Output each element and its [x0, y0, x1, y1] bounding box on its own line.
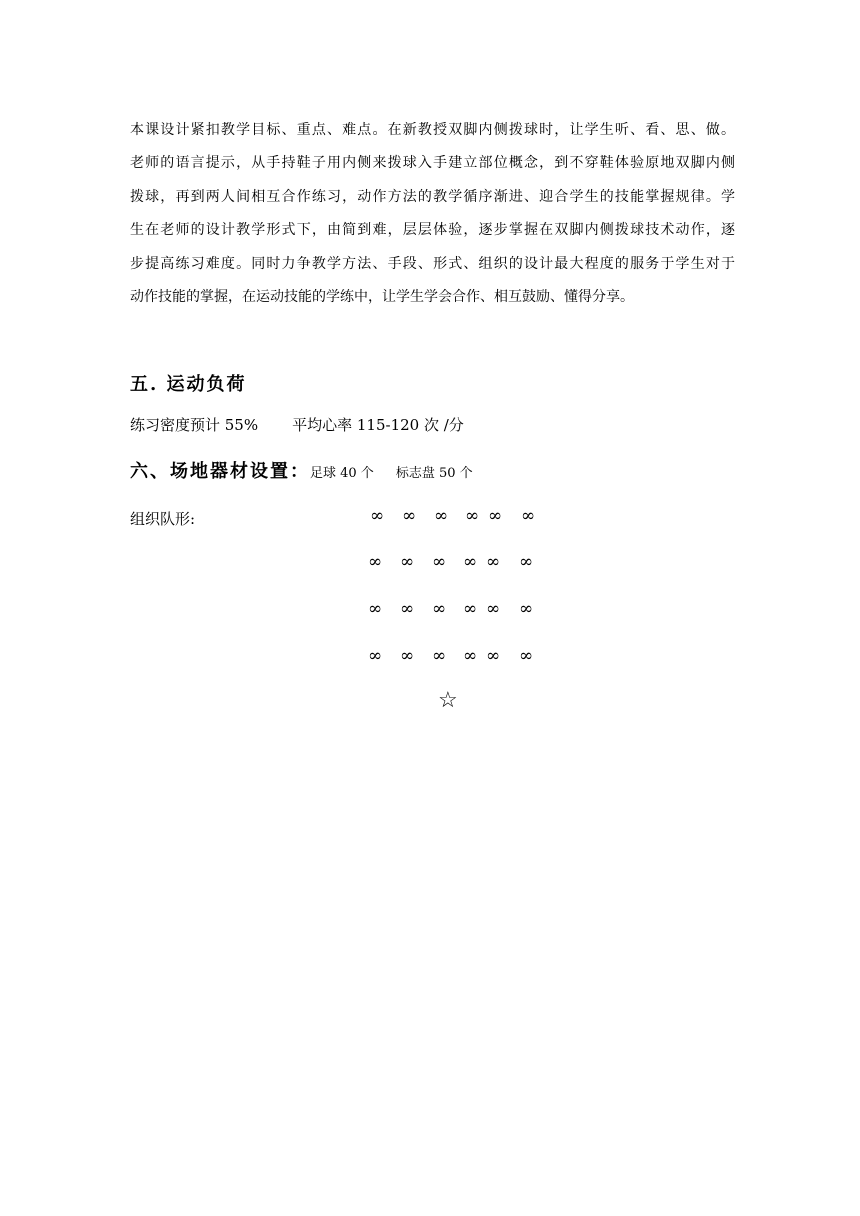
exercise-density: 练习密度预计 55%: [130, 416, 259, 434]
student-position-icon: ∞: [402, 506, 417, 526]
student-position-icon: ∞: [368, 646, 383, 666]
equipment-marker-disc: 标志盘 50 个: [395, 466, 473, 481]
student-position-icon: ∞: [463, 552, 478, 572]
student-position-icon: ∞: [463, 599, 478, 619]
teacher-star-icon: ☆: [438, 688, 458, 713]
student-position-icon: ∞: [465, 506, 480, 526]
formation-label: 组织队形:: [130, 510, 196, 528]
student-position-icon: ∞: [368, 552, 383, 572]
student-position-icon: ∞: [463, 646, 478, 666]
student-position-icon: ∞: [519, 552, 534, 572]
student-position-icon: ∞: [432, 552, 447, 572]
exercise-load-line: [130, 414, 464, 435]
summary-line: 本课设计紧扣教学目标、重点、难点。在新教授双脚内侧拨球时，让学生听、看、思、做。: [130, 122, 735, 138]
student-position-icon: ∞: [519, 599, 534, 619]
summary-line: 生在老师的设计教学形式下，由简到难，层层体验，逐步掌握在双脚内侧拨球技术动作，逐: [130, 222, 735, 238]
student-position-icon: ∞: [400, 599, 415, 619]
average-heart-rate: 平均心率 115-120 次 /分: [292, 416, 464, 434]
student-position-icon: ∞: [370, 506, 385, 526]
student-position-icon: ∞: [368, 599, 383, 619]
student-position-icon: ∞: [486, 599, 501, 619]
equipment-football: 足球 40 个: [310, 466, 374, 481]
student-position-icon: ∞: [486, 646, 501, 666]
student-position-icon: ∞: [519, 646, 534, 666]
section-5-heading: 五. 运动负荷: [130, 374, 247, 395]
summary-line: 步提高练习难度。同时力争教学方法、手段、形式、组织的设计最大程度的服务于学生对于: [130, 256, 735, 272]
summary-line: 拨球，再到两人间相互合作练习，动作方法的教学循序渐进、迎合学生的技能掌握规律。学: [130, 189, 735, 205]
summary-line: 动作技能的掌握，在运动技能的学练中，让学生学会合作、相互鼓励、懂得分享。: [130, 289, 634, 305]
student-position-icon: ∞: [488, 506, 503, 526]
student-position-icon: ∞: [400, 646, 415, 666]
student-position-icon: ∞: [432, 599, 447, 619]
summary-line: 老师的语言提示，从手持鞋子用内侧来拨球入手建立部位概念，到不穿鞋体验原地双脚内侧: [130, 155, 735, 171]
equipment-line: [130, 457, 473, 483]
student-position-icon: ∞: [434, 506, 449, 526]
section-6-heading: 六、场地器材设置：: [130, 461, 310, 482]
student-position-icon: ∞: [400, 552, 415, 572]
student-position-icon: ∞: [521, 506, 536, 526]
student-position-icon: ∞: [486, 552, 501, 572]
student-position-icon: ∞: [432, 646, 447, 666]
